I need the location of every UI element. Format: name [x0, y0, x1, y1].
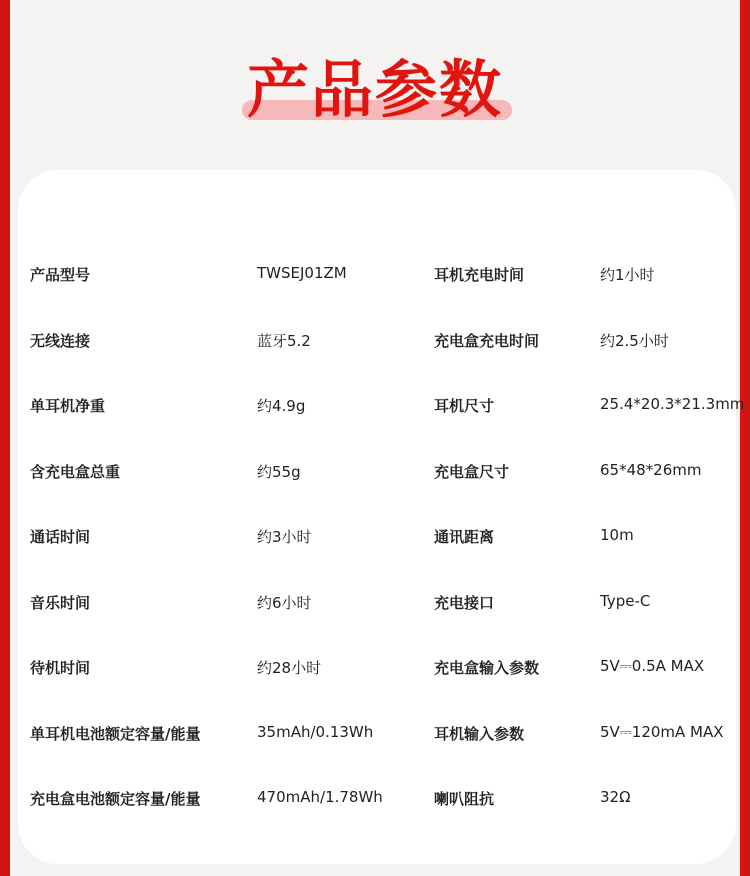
spec-value: TWSEJ01ZM [257, 264, 347, 282]
spec-row [18, 439, 736, 505]
spec-value: 约2.5小时 [600, 331, 669, 350]
spec-value: 约28小时 [257, 659, 322, 677]
spec-label: 通讯距离 [434, 528, 495, 546]
spec-label: 充电盒尺寸 [434, 462, 510, 481]
spec-row [18, 635, 736, 701]
spec-label: 充电接口 [434, 593, 495, 612]
spec-value: 5V⎓120mA MAX [600, 722, 724, 741]
spec-row [18, 504, 736, 570]
spec-card [18, 170, 745, 864]
spec-value: 约3小时 [257, 528, 312, 546]
spec-label: 充电盒输入参数 [434, 659, 540, 677]
spec-value: 约4.9g [257, 397, 306, 415]
spec-label: 通话时间 [30, 528, 91, 546]
spec-value: 约6小时 [257, 593, 312, 612]
spec-label: 单耳机净重 [30, 397, 106, 415]
spec-row [18, 701, 736, 767]
spec-label: 单耳机电池额定容量/能量 [30, 724, 201, 743]
spec-label: 含充电盒总重 [30, 462, 121, 481]
spec-label: 音乐时间 [30, 593, 91, 612]
spec-value: 65*48*26mm [600, 460, 702, 479]
spec-value: 470mAh/1.78Wh [257, 788, 383, 806]
spec-value: 5V⎓0.5A MAX [600, 657, 705, 675]
spec-label: 耳机充电时间 [434, 266, 525, 284]
spec-value: 32Ω [600, 788, 631, 806]
spec-label: 充电盒充电时间 [434, 331, 540, 350]
spec-row [18, 308, 736, 374]
spec-value: 25.4*20.3*21.3mm [600, 395, 745, 413]
spec-value: 约1小时 [600, 266, 655, 284]
spec-value: 约55g [257, 462, 301, 481]
spec-label: 无线连接 [30, 331, 91, 350]
spec-label: 待机时间 [30, 659, 91, 677]
spec-value: Type-C [600, 591, 651, 610]
page-header [0, 52, 750, 132]
spec-table [18, 242, 745, 832]
spec-label: 耳机输入参数 [434, 724, 525, 743]
spec-value: 10m [600, 526, 634, 544]
spec-row [18, 373, 745, 439]
spec-value: 蓝牙5.2 [257, 331, 311, 350]
spec-row [18, 570, 736, 636]
spec-label: 喇叭阻抗 [434, 790, 495, 808]
spec-label: 耳机尺寸 [434, 397, 495, 415]
spec-label: 产品型号 [30, 266, 91, 284]
spec-row [18, 242, 736, 308]
spec-row [18, 766, 736, 832]
page-title: 产品参数 [246, 53, 503, 126]
spec-label: 充电盒电池额定容量/能量 [30, 790, 201, 808]
spec-value: 35mAh/0.13Wh [257, 722, 374, 741]
